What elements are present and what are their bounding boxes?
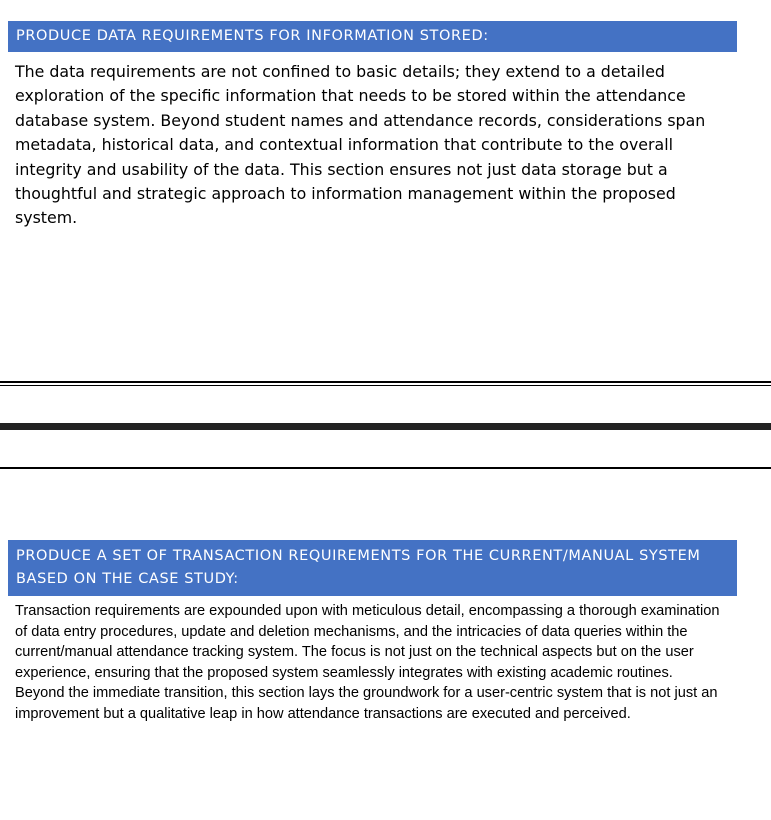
page-separator-line <box>0 467 771 469</box>
thick-separator-line <box>0 423 771 430</box>
section-heading-transaction-requirements: PRODUCE A SET OF TRANSACTION REQUIREMENTS FOR THE CURRENT/MANUAL SYSTEM BASED ON THE CASE STUDY: <box>8 540 737 596</box>
page-separator-line <box>0 385 771 386</box>
section-heading-data-requirements: PRODUCE DATA REQUIREMENTS FOR INFORMATION STORED: <box>8 21 737 52</box>
page-separator-line <box>0 381 771 383</box>
section-body-transaction-requirements: Transaction requirements are expounded upon with meticulous detail, encompassing a thorough examination of data entry procedures, update and deletion mechanisms, and the intricacies of data queries within the current/manual attendance tracking system. The focus is not just on the technical aspects but on the user experience, ensuring that the proposed system seamlessly integrates with existing academic routines. Beyond the immediate transition, this section lays the groundwork for a user-centric system that is not just an improvement but a qualitative leap in how attendance transactions are executed and perceived. <box>15 603 720 722</box>
section-body-data-requirements: The data requirements are not confined to basic details; they extend to a detailed exploration of the specific information that needs to be stored within the attendance database system. Beyond student names and attendance records, considerations span metadata, historical data, and contextual information that contribute to the overall integrity and usability of the data. This section ensures not just data storage but a thoughtful and strategic approach to information management within the proposed system. <box>15 62 706 228</box>
